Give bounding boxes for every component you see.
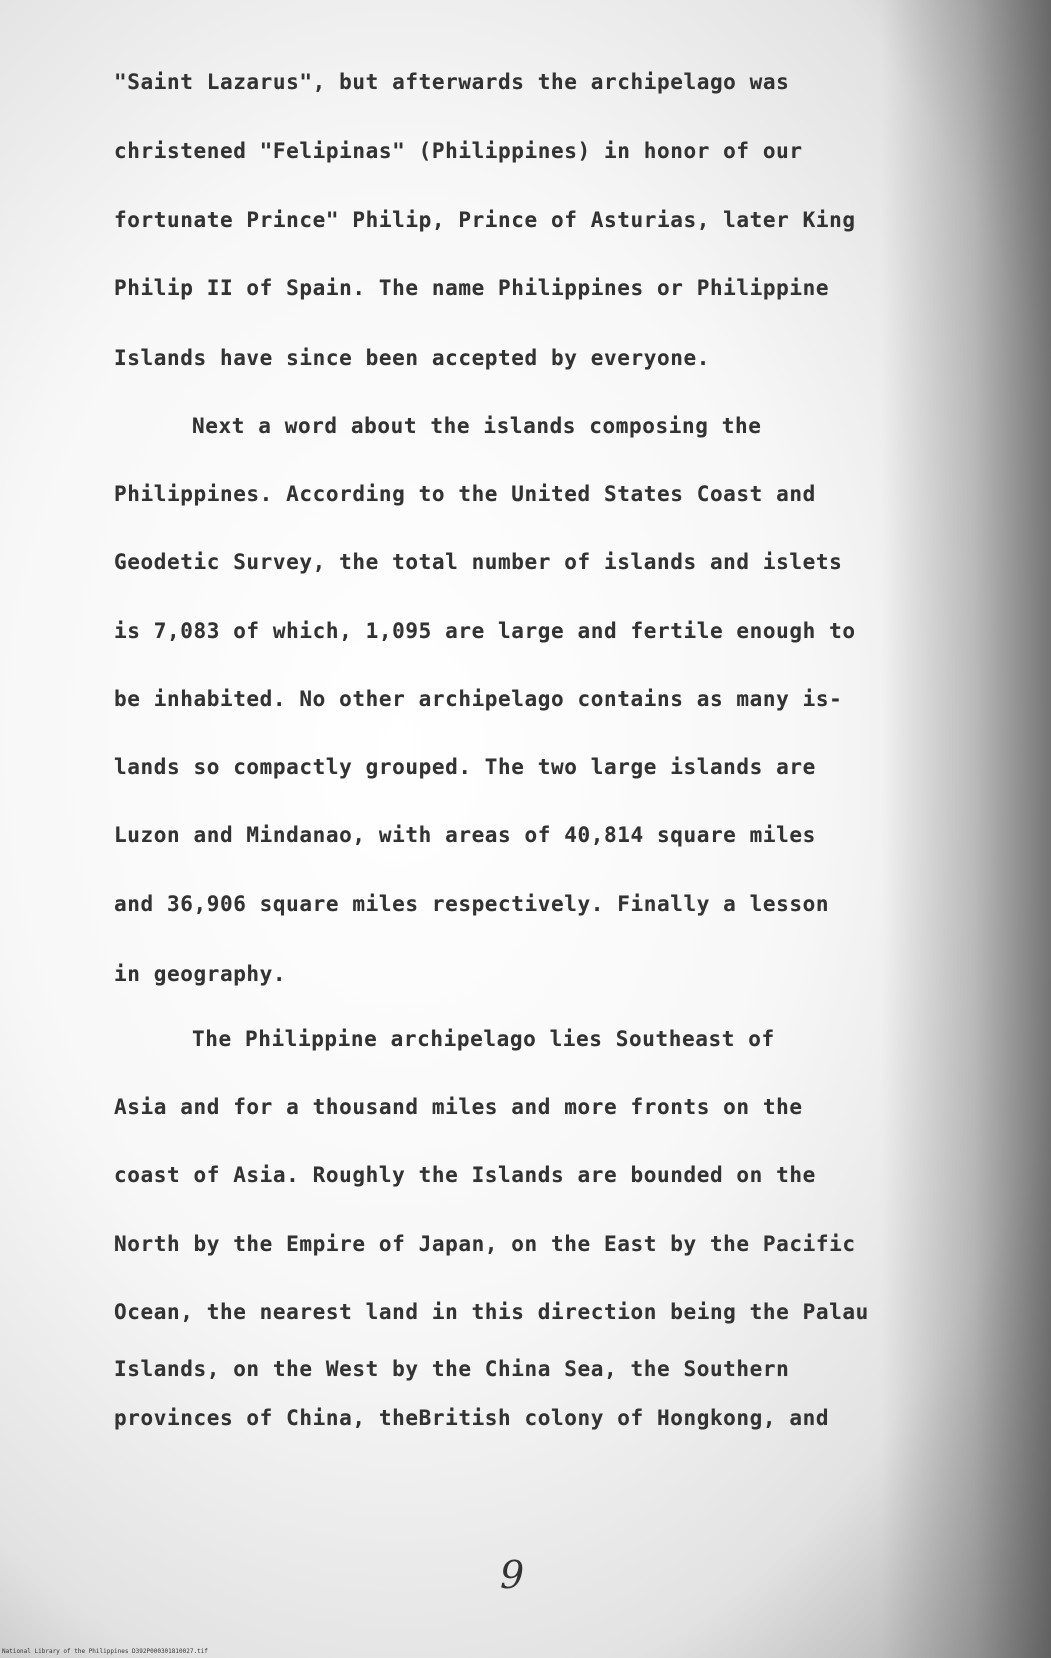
text-line-11: lands so compactly grouped. The two large islands are [114, 755, 816, 779]
text-line-6: Next a word about the islands composing the [192, 414, 762, 438]
page-number: 9 [500, 1553, 525, 1597]
text-line-1: "Saint Lazarus", but afterwards the archipelago was [114, 70, 790, 94]
text-line-15: The Philippine archipelago lies Southeast of [192, 1027, 775, 1051]
text-line-14: in geography. [114, 962, 287, 986]
text-line-19: Ocean, the nearest land in this direction being the Palau [114, 1300, 869, 1324]
text-line-18: North by the Empire of Japan, on the East by the Pacific [114, 1232, 856, 1256]
text-line-7: Philippines. According to the United States Coast and [114, 482, 816, 506]
text-line-5: Islands have since been accepted by everyone. [114, 346, 710, 370]
text-line-21: provinces of China, theBritish colony of Hongkong, and [114, 1406, 830, 1430]
text-line-16: Asia and for a thousand miles and more fronts on the [114, 1095, 803, 1119]
text-line-13: and 36,906 square miles respectively. Finally a lesson [114, 892, 830, 916]
text-line-2: christened "Felipinas" (Philippines) in honor of our [114, 139, 803, 163]
text-line-20: Islands, on the West by the China Sea, the Southern [114, 1357, 790, 1381]
text-line-3: fortunate Prince" Philip, Prince of Asturias, later King [114, 208, 856, 232]
text-line-4: Philip II of Spain. The name Philippines or Philippine [114, 276, 830, 300]
text-line-12: Luzon and Mindanao, with areas of 40,814 square miles [114, 823, 816, 847]
text-line-8: Geodetic Survey, the total number of islands and islets [114, 550, 843, 574]
text-line-17: coast of Asia. Roughly the Islands are bounded on the [114, 1163, 816, 1187]
text-line-9: is 7,083 of which, 1,095 are large and fertile enough to [114, 619, 856, 643]
scan-footer: National Library of the Philippines D392P000301810027.tif [2, 1648, 208, 1655]
text-line-10: be inhabited. No other archipelago contains as many is- [114, 687, 843, 711]
